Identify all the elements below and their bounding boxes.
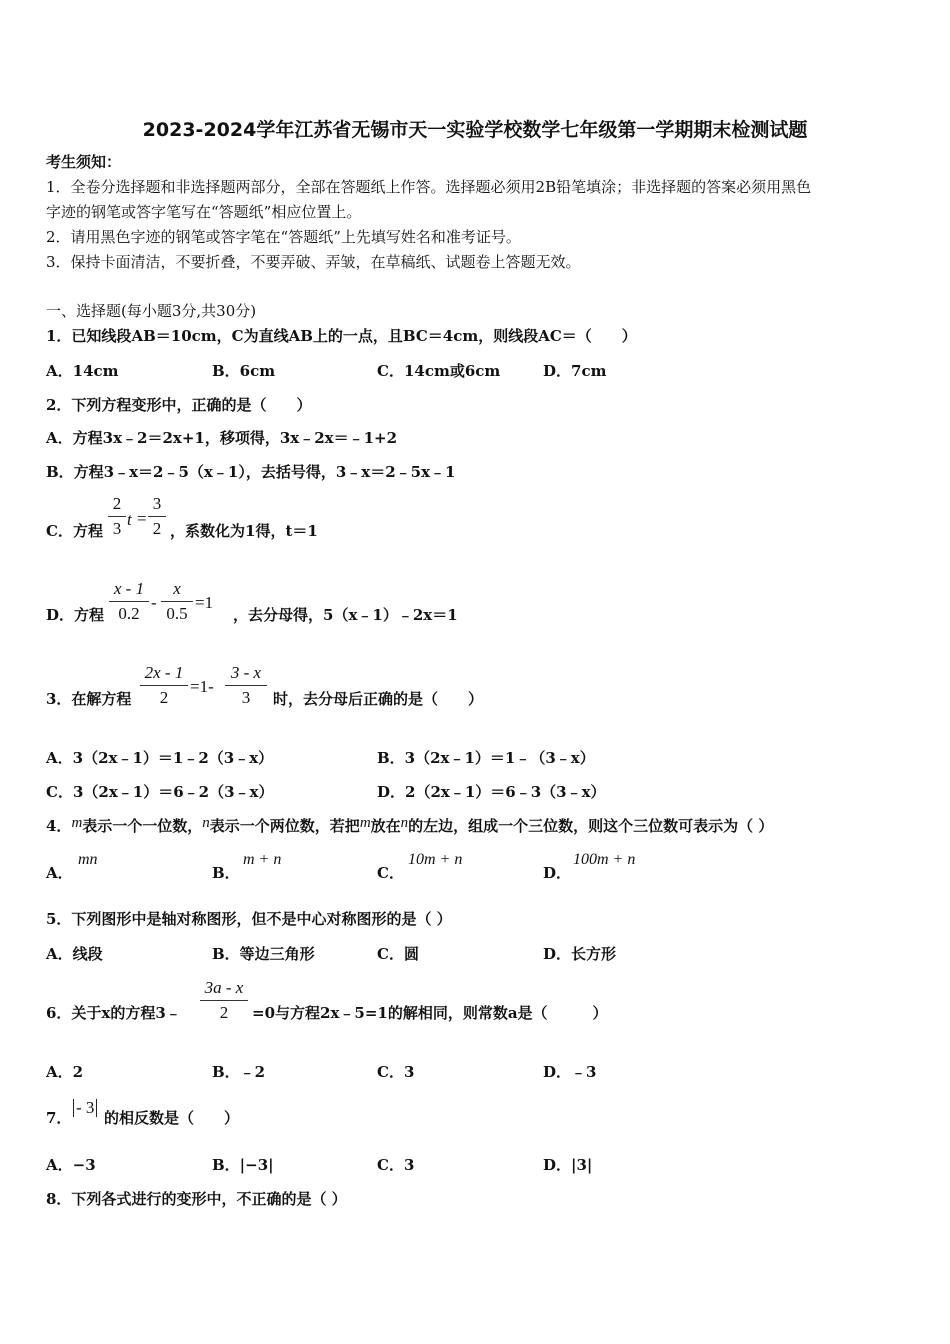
q2-d-minus: - — [151, 593, 157, 612]
q2-d-fraction-1 — [109, 579, 149, 624]
q6-option-c: C．3 — [377, 1063, 415, 1081]
q4-text: 表示一个两位数，若把 — [209, 817, 360, 835]
q4-text: 的左边，组成一个三位数，则这个三位数可表示为（ ） — [408, 817, 774, 835]
question-7-text: 的相反数是（ ） — [104, 1109, 240, 1127]
denominator: 2 — [219, 1003, 229, 1022]
question-2-stem: 2．下列方程变形中，正确的是（ ） — [46, 396, 312, 414]
q6-option-a: A．2 — [46, 1063, 84, 1081]
q5-option-c: C．圆 — [377, 945, 419, 963]
notice-item: 1．全卷分选择题和非选择题两部分，全部在答题纸上作答。选择题必须用2B铅笔填涂；非选择题的答案必须用黑色 — [46, 178, 812, 196]
q4-text: 表示一个一位数， — [82, 817, 203, 835]
q2-c-fraction-1 — [108, 494, 126, 539]
question-3-text: 时，去分母后正确的是（ ） — [273, 690, 484, 708]
q1-option-a: A．14cm — [46, 362, 119, 380]
numerator: 2x - 1 — [140, 663, 188, 686]
numerator: x - 1 — [109, 579, 149, 602]
numerator: x — [161, 579, 193, 602]
q4-option-d-expr: 100m + n — [573, 851, 636, 868]
q2-option-a: A．方程3x﹣2＝2x+1，移项得，3x﹣2x＝﹣1+2 — [46, 429, 398, 447]
q2-option-b: B．方程3﹣x＝2﹣5（x﹣1），去括号得，3﹣x＝2﹣5x﹣1 — [46, 463, 456, 481]
q3-option-c: C．3（2x﹣1）＝6﹣2（3﹣x） — [46, 783, 274, 801]
q3-option-a: A．3（2x﹣1）＝1﹣2（3﹣x） — [46, 749, 274, 767]
q4-var-m: m — [71, 815, 83, 831]
q4-option-c-expr: 10m + n — [408, 851, 463, 868]
q4-option-b-expr: m + n — [243, 851, 282, 868]
question-5-stem: 5．下列图形中是轴对称图形，但不是中心对称图形的是（ ） — [46, 910, 452, 928]
q1-option-d: D．7cm — [543, 362, 607, 380]
q4-text: 放在 — [370, 817, 401, 835]
q6-option-b: B．﹣2 — [212, 1063, 266, 1081]
q2-c-equals: = — [137, 509, 147, 528]
denominator: 0.5 — [166, 604, 188, 623]
q7-option-d: D．|3| — [543, 1156, 593, 1174]
q6-option-d: D．﹣3 — [543, 1063, 597, 1081]
question-7-number: 7． — [46, 1109, 72, 1127]
notice-item: 2．请用黑色字迹的钢笔或答字笔在“答题纸”上先填写姓名和准考证号。 — [46, 228, 521, 246]
q2-option-d-label: D．方程 — [46, 606, 105, 624]
q4-option-d-label: D． — [543, 864, 572, 882]
denominator: 2 — [152, 519, 162, 538]
q1-option-c: C．14cm或6cm — [377, 362, 501, 380]
q2-option-c-text: ，系数化为1得，t＝1 — [170, 522, 318, 540]
q7-option-b: B．|−3| — [212, 1156, 274, 1174]
question-8-stem: 8．下列各式进行的变形中，不正确的是（ ） — [46, 1190, 347, 1208]
q2-d-equals-one: =1 — [195, 593, 214, 612]
notice-item: 字迹的钢笔或答字笔写在“答题纸”相应位置上。 — [46, 203, 362, 221]
q3-option-d: D．2（2x﹣1）＝6﹣3（3﹣x） — [377, 783, 606, 801]
q3-option-b: B．3（2x﹣1）＝1﹣（3﹣x） — [377, 749, 595, 767]
notice-heading: 考生须知： — [46, 153, 122, 171]
q4-var-n: n — [202, 815, 210, 831]
q2-d-fraction-2 — [161, 579, 193, 624]
numerator: 3 - x — [225, 663, 267, 686]
q7-absolute-value: - 3 — [73, 1099, 97, 1117]
denominator: 3 — [241, 688, 251, 707]
denominator: 3 — [112, 519, 122, 538]
question-3-label: 3．在解方程 — [46, 690, 132, 708]
q5-option-a: A．线段 — [46, 945, 103, 963]
page-title: 2023-2024学年江苏省无锡市天一实验学校数学七年级第一学期期末检测试题 — [142, 119, 808, 141]
q3-equals: =1- — [190, 677, 214, 696]
q4-number: 4． — [46, 817, 72, 835]
q4-var-n: n — [400, 815, 409, 831]
q5-option-b: B．等边三角形 — [212, 945, 315, 963]
question-6-label: 6．关于x的方程3﹣ — [46, 1004, 181, 1022]
notice-item: 3．保持卡面清洁，不要折叠，不要弄破、弄皱，在草稿纸、试题卷上答题无效。 — [46, 253, 581, 271]
q3-fraction-1 — [140, 663, 188, 708]
q2-c-fraction-2 — [148, 494, 166, 539]
q3-fraction-2 — [225, 663, 267, 708]
question-4-stem — [46, 817, 773, 836]
q2-option-d-text: ，去分母得，5（x﹣1）﹣2x＝1 — [233, 606, 458, 624]
denominator: 2 — [159, 688, 169, 707]
question-6-text: =0与方程2x﹣5=1的解相同，则常数a是（ ） — [252, 1004, 608, 1022]
q7-option-a: A．−3 — [46, 1156, 96, 1174]
denominator: 0.2 — [118, 604, 140, 623]
q4-option-a-label: A． — [46, 864, 73, 882]
numerator: 3a - x — [200, 978, 248, 1001]
q2-c-variable: t — [127, 510, 132, 529]
q6-fraction — [200, 978, 248, 1023]
section-heading: 一、选择题(每小题3分,共30分) — [46, 302, 257, 320]
q7-option-c: C．3 — [377, 1156, 415, 1174]
q2-option-c-label: C．方程 — [46, 522, 103, 540]
numerator: 3 — [148, 494, 166, 517]
q4-option-c-label: C． — [377, 864, 404, 882]
numerator: 2 — [108, 494, 126, 517]
question-1-stem: 1．已知线段AB＝10cm，C为直线AB上的一点，且BC＝4cm，则线段AC＝（ ） — [46, 327, 637, 345]
q4-option-a-expr: mn — [78, 851, 98, 868]
q4-var-m: m — [359, 815, 371, 831]
q4-option-b-label: B． — [212, 864, 240, 882]
q1-option-b: B．6cm — [212, 362, 276, 380]
q5-option-d: D．长方形 — [543, 945, 617, 963]
